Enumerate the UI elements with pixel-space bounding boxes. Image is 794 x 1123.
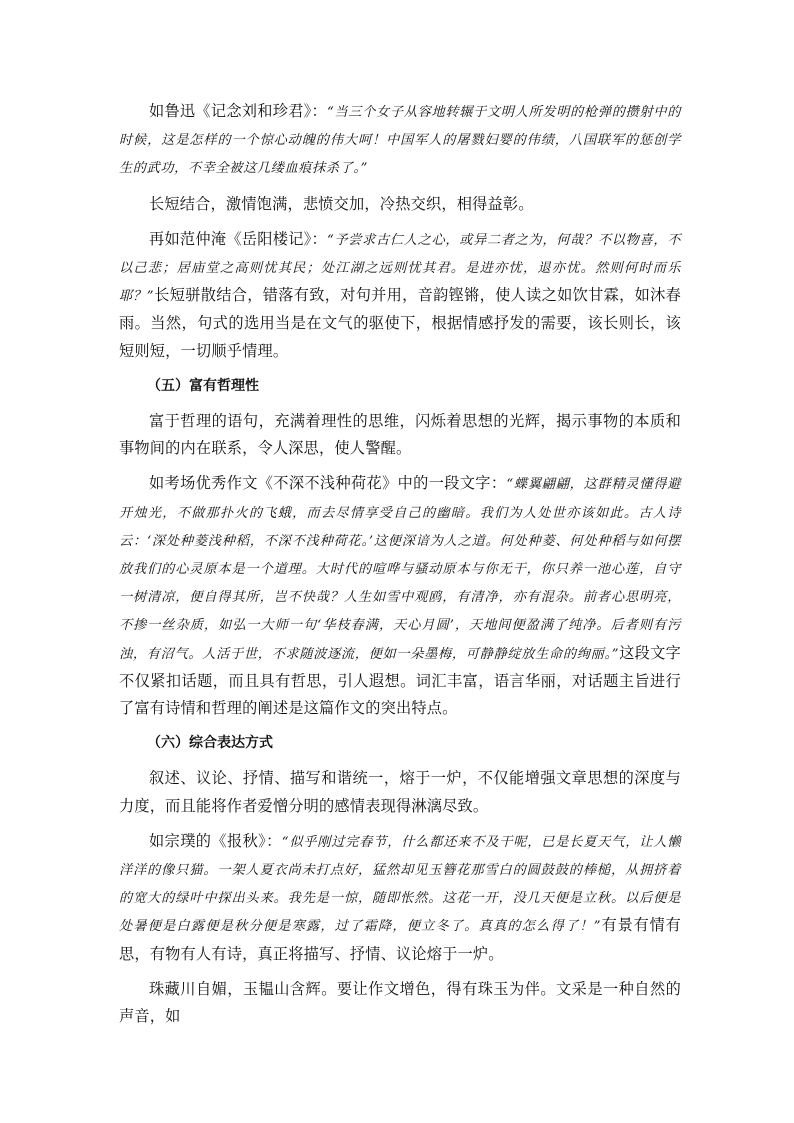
paragraph-closing: 珠藏川自媚，玉韫山含辉。要让作文增色，得有珠玉为伴。文采是一种自然的声音，如 — [119, 979, 681, 1026]
section-heading-6: （六）综合表达方式 — [147, 735, 273, 752]
paragraph-example-essay — [119, 470, 681, 722]
quotation: “似乎刚过完春节，什么都还来不及干呢，已是长夏天气，让人懒洋洋的像只猫。一架人夏衣尚未打点好，猛然却见玉簪花那雪白的圆鼓鼓的棒槌，从拥挤着的宽大的绿叶中探出头来。我先是一惊，随即怅然。这花一开，没几天便是立秋。以后便是处暑便是白露便是秋分便是寒露，过了霜降，便立冬了。真真的怎么得了！” — [119, 834, 681, 935]
document-body — [119, 98, 681, 1030]
example-lead: 如鲁迅《记念刘和珍君》： — [149, 102, 327, 120]
example-lead: 如考场优秀作文《不深不浅种荷花》中的一段文字： — [149, 474, 507, 493]
paragraph-expression-methods: 叙述、议论、抒情、描写和谐统一，熔于一炉，不仅能增强文章思想的深度与力度，而且能将作者爱憎分明的感情表现得淋漓尽致。 — [119, 769, 681, 815]
paragraph-comment: 长短结合，激情饱满，悲愤交加，冷热交织，相得益彰。 — [149, 194, 534, 213]
example-lead: 如宗璞的《报秋》： — [149, 831, 282, 850]
paragraph-commentary: 有景有情有思，有物有人有诗，真正将描写、抒情、议论熔于一炉。 — [119, 916, 682, 963]
example-lead: 再如范仲淹《岳阳楼记》： — [149, 229, 327, 248]
paragraph-example-zong-pu — [119, 828, 681, 968]
quotation: “当三个女子从容地转辗于文明人所发明的枪弹的攒射中的时候，这是怎样的一个惊心动魄的伟大呵！中国军人的屠戮妇婴的伟绩，八国联军的惩创学生的武功，不幸全被这几缕血痕抹杀了。” — [119, 105, 681, 177]
paragraph-philosophy: 富于哲理的语句，充满着理性的思维，闪烁着思想的光辉，揭示事物的本质和事物间的内在联系，令人深思，使人警醒。 — [119, 412, 681, 458]
section-heading-5: （五）富有哲理性 — [147, 377, 259, 394]
paragraph-commentary: 长短骈散结合，错落有致，对句并用，音韵铿锵，使人读之如饮甘霖，如沐春雨。当然，句式的选用当是在文气的驱使下，根据情感抒发的需要，该长则长，该短则短，一切顺乎情理。 — [119, 286, 681, 360]
paragraph-commentary: 这段文字不仅紧扣话题，而且具有哲思，引人遐想。词汇丰富，语言华丽，对话题主旨进行了富有诗情和哲理的阐述是这篇作文的突出特点。 — [119, 643, 681, 718]
paragraph-example-fan-zhongyan — [119, 226, 681, 365]
quotation: “予尝求古仁人之心，或异二者之为，何哉？不以物喜，不以己悲；居庙堂之高则忧其民；处江湖之远则忧其君。是进亦忧，退亦忧。然则何时而乐耶？” — [119, 232, 681, 305]
quotation: “蝶翼翩翩，这群精灵懂得避开烛光，不做那扑火的飞蛾，而去尽情享受自己的幽暗。我们为人处世亦该如此。古人诗云：‘深处种菱浅种稻，不深不浅种荷花。’这便深谙为人之道。何处种菱、何处种稻与如何摆放我们的心灵原本是一个道理。大时代的喧哗与骚动原本与你无干，你只养一池心莲，自守一树清凉，便自得其所，岂不快哉？人生如雪中观鸥，有清净，亦有混杂。前者心思明亮，不掺一丝杂质，如弘一大师一句‘华枝春满，天心月圆’，天地间便盈满了纯净。后者则有污浊，有沼气。人活于世，不求随波逐流，便如一朵墨梅，可静静绽放生命的绚丽。” — [119, 477, 681, 662]
paragraph-example-lu-xun — [119, 98, 681, 183]
